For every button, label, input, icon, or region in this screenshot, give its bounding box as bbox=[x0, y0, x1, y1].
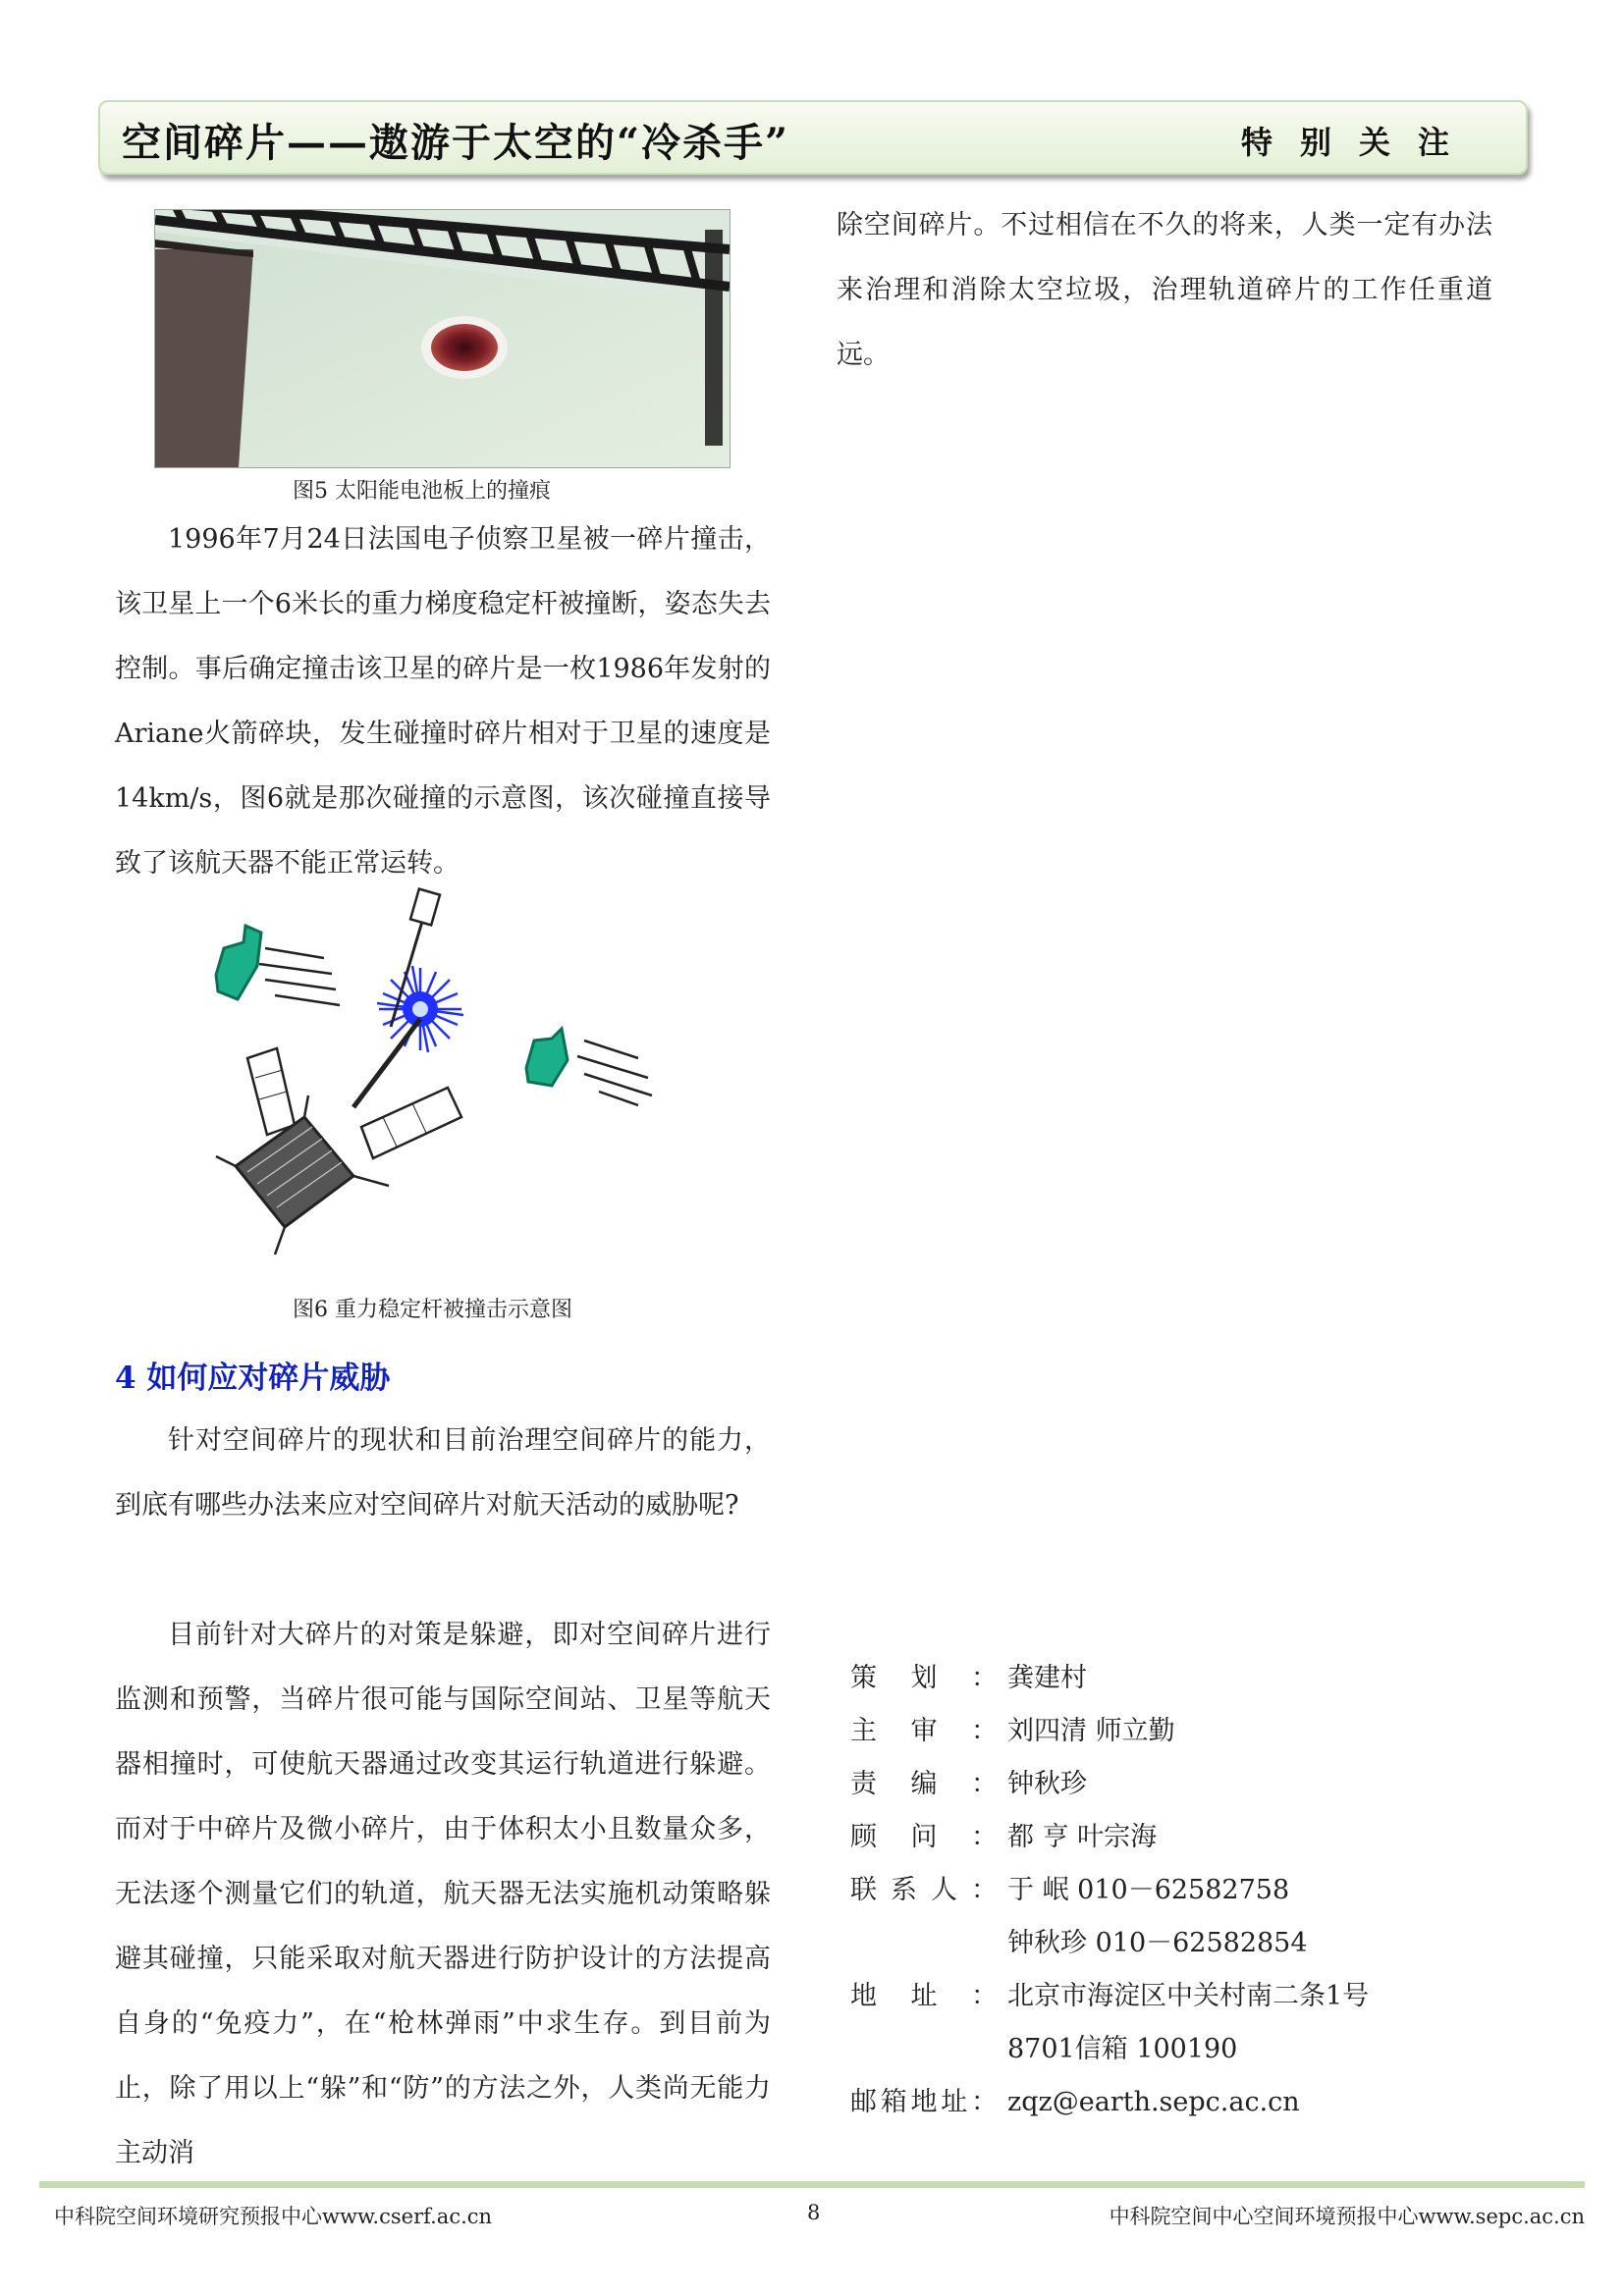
credit-row bbox=[850, 1864, 1400, 1917]
credit-value: 都 亨 叶宗海 bbox=[1007, 1822, 1158, 1852]
credit-value: 于 岷 010－62582758 bbox=[1007, 1875, 1290, 1905]
credit-row bbox=[850, 1970, 1400, 2023]
debris-piece-left bbox=[216, 926, 261, 999]
figure6-caption: 图6 重力稳定杆被撞击示意图 bbox=[293, 1298, 572, 1322]
footer-left-url: 中科院空间环境研究预报中心www.cserf.ac.cn bbox=[54, 2205, 493, 2228]
credit-row bbox=[850, 1917, 1400, 1970]
credit-value: 8701信箱 100190 bbox=[1007, 2034, 1238, 2064]
footer-divider bbox=[39, 2181, 1585, 2188]
credit-label: 责编： bbox=[850, 1769, 998, 1799]
satellite-body bbox=[236, 1117, 353, 1227]
credit-label: 邮箱地址： bbox=[850, 2087, 998, 2117]
page-title: 空间碎片——遨游于太空的“冷杀手” bbox=[122, 120, 790, 166]
column-label: 特别关注 bbox=[1240, 124, 1477, 161]
section-heading: 4 如何应对碎片威胁 bbox=[115, 1361, 391, 1396]
credit-row bbox=[850, 1652, 1400, 1705]
credit-label: 联系人： bbox=[850, 1875, 998, 1905]
credit-value: 北京市海淀区中关村南二条1号 bbox=[1007, 1981, 1370, 2011]
credit-label: 主审： bbox=[850, 1716, 998, 1746]
credit-value: zqz@earth.sepc.ac.cn bbox=[1007, 2087, 1300, 2117]
credit-row bbox=[850, 1705, 1400, 1758]
figure6-diagram bbox=[196, 881, 697, 1274]
credit-label: 地址： bbox=[850, 1981, 998, 2011]
footer-right-url: 中科院空间中心空间环境预报中心www.sepc.ac.cn bbox=[1109, 2205, 1585, 2228]
page-number: 8 bbox=[807, 2201, 821, 2224]
credit-value: 刘四清 师立勤 bbox=[1007, 1716, 1175, 1746]
credit-row bbox=[850, 2076, 1400, 2129]
credit-label: 顾问： bbox=[850, 1822, 998, 1852]
collision-diagram-svg bbox=[196, 881, 697, 1274]
figure5-photo bbox=[154, 209, 731, 468]
solar-panel-impact-image bbox=[155, 210, 730, 467]
credit-row bbox=[850, 2023, 1400, 2076]
impact-flash bbox=[377, 966, 463, 1052]
paragraph-collision-event: 1996年7月24日法国电子侦察卫星被一碎片撞击，该卫星上一个6米长的重力梯度稳定杆被撞断，姿态失去控制。事后确定撞击该卫星的碎片是一枚1986年发射的Ariane火箭碎块，发生碰撞时碎片相对于卫星的速度是14km/s，图6就是那次碰撞的示意图，该次碰撞直接导致了该航天器不能正常运转。 bbox=[115, 524, 771, 879]
paragraph-question: 针对空间碎片的现状和目前治理空间碎片的能力，到底有哪些办法来应对空间碎片对航天活动的威胁呢? bbox=[115, 1425, 771, 1521]
credit-value: 龚建村 bbox=[1007, 1663, 1087, 1693]
credit-value: 钟秋珍 bbox=[1007, 1769, 1087, 1799]
figure5-caption: 图5 太阳能电池板上的撞痕 bbox=[293, 479, 551, 504]
paragraph-countermeasures: 目前针对大碎片的对策是躲避，即对空间碎片进行监测和预警，当碎片很可能与国际空间站、卫星等航天器相撞时，可使航天器通过改变其运行轨道进行躲避。而对于中碎片及微小碎片，由于体积太小且数量众多，无法逐个测量它们的轨道，航天器无法实施机动策略躲避其碰撞，只能采取对航天器进行防护设计的方法提高自身的“免疫力”，在“枪林弹雨”中求生存。到目前为止，除了用以上“躲”和“防”的方法之外，人类尚无能力主动消 bbox=[115, 1620, 771, 2168]
header-banner bbox=[98, 100, 1528, 175]
debris-piece-right bbox=[526, 1029, 568, 1086]
credit-row bbox=[850, 1811, 1400, 1864]
editorial-credits bbox=[850, 1652, 1400, 2129]
paragraph-conclusion: 除空间碎片。不过相信在不久的将来，人类一定有办法来治理和消除太空垃圾，治理轨道碎片的工作任重道远。 bbox=[837, 210, 1492, 370]
credit-label: 策划： bbox=[850, 1663, 998, 1693]
credit-row bbox=[850, 1758, 1400, 1811]
credit-value: 钟秋珍 010－62582854 bbox=[1007, 1928, 1308, 1958]
